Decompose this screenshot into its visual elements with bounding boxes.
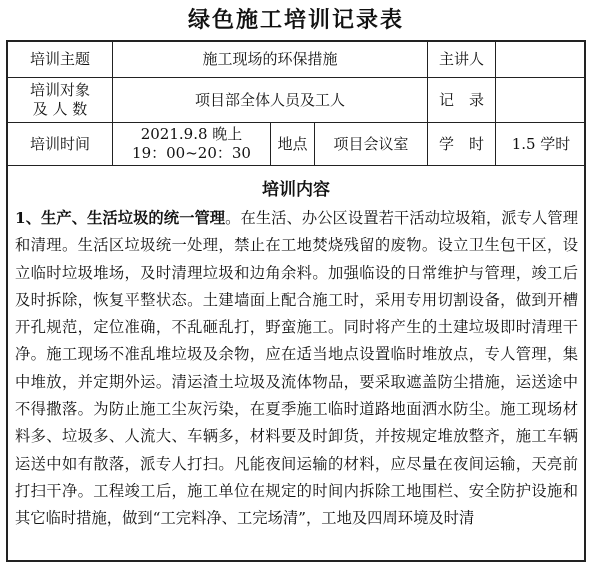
topic-row	[8, 42, 584, 78]
content-heading: 培训内容	[262, 180, 330, 200]
record-table	[6, 40, 586, 562]
place-value: 项目会议室	[315, 123, 428, 165]
record-label: 记 录	[428, 78, 496, 122]
time-value	[113, 123, 271, 165]
audience-value: 项目部全体人员及工人	[113, 78, 428, 122]
time-value-line2: 19：00~20：30	[132, 144, 251, 162]
topic-label: 培训主题	[8, 42, 113, 77]
hours-label: 学 时	[428, 123, 496, 165]
topic-value: 施工现场的环保措施	[113, 42, 428, 77]
speaker-value	[496, 42, 586, 77]
hours-value: 1.5 学时	[511, 134, 571, 153]
audience-label-line2: 及 人 数	[32, 100, 88, 118]
time-label: 培训时间	[8, 123, 113, 165]
content-body	[15, 205, 578, 533]
time-value-line1: 2021.9.8 晚上	[140, 125, 243, 143]
record-value	[496, 78, 586, 122]
audience-row	[8, 78, 584, 123]
audience-label-line1: 培训对象	[29, 81, 90, 99]
document-title: 绿色施工培训记录表	[187, 7, 404, 33]
place-label: 地点	[271, 123, 315, 165]
item1-lead: 1、生产、生活垃圾的统一管理	[15, 209, 226, 227]
time-row	[8, 123, 584, 166]
audience-label	[8, 78, 113, 122]
item1-text: 。在生活、办公区设置若干活动垃圾箱，派专人管理和清理。生活区垃圾统一处理，禁止在工地焚烧残留的废物。设立卫生包干区，设立临时垃圾堆场，及时清理垃圾和边角余料。加强临设的日常维护与管理，竣工后及时拆除，恢复平整状态。土建墙面上配合施工时，采用专用切割设备，做到开槽开孔规范，定位准确，不乱砸乱打，野蛮施工。同时将产生的土建垃圾即时清理干净。施工现场不准乱堆垃圾及余物，应在适当地点设置临时堆放点，专人管理，集中堆放，并定期外运。清运渣土垃圾及流体物品，要采取遮盖防尘措施，运送途中不得撒落。为防止施工尘灰污染，在夏季施工临时道路地面洒水防尘。施工现场材料多、垃圾多、人流大、车辆多，材料要及时卸货，并按规定堆放整齐，施工车辆运送中如有散落，派专人打扫。凡能夜间运输的材料，应尽量在夜间运输，天亮前打扫干净。工程竣工后，施工单位在规定的时间内拆除工地围栏、安全防护设施和其它临时措施，做到“工完料净、工完场清”，工地及四周环境及时清	[15, 209, 578, 528]
speaker-label: 主讲人	[428, 42, 496, 77]
